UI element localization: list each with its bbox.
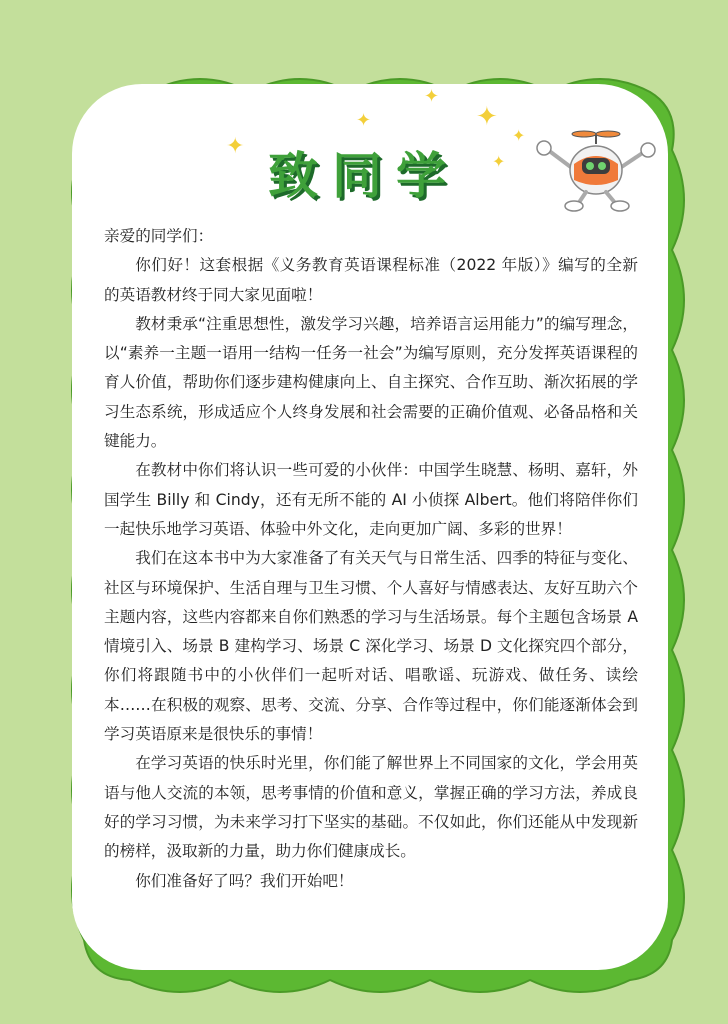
paragraph-philosophy: 教材秉承“注重思想性，激发学习兴趣，培养语言运用能力”的编写理念，以“素养一主题一语用一结构一任务一社会”为编写原则，充分发挥英语课程的育人价值，帮助你们逐步建构健康向上、自主探究、合作互助、渐次拓展的学习生态系统，形成适应个人终身发展和社会需要的正确价值观、必备品格和关键能力。 bbox=[104, 314, 638, 451]
sparkle-icon: ✦ bbox=[356, 110, 372, 131]
sparkle-icon: ✦ bbox=[476, 102, 498, 132]
letter-body bbox=[104, 222, 638, 896]
paragraph-themes: 我们在这本书中为大家准备了有关天气与日常生活、四季的特征与变化、社区与环境保护、生活自理与卫生习惯、个人喜好与情感表达、友好互助六个主题内容，这些内容都来自你们熟悉的学习与生活场景。每个主题包含场景 A 情境引入、场景 B 建构学习、场景 C 深化学习、场景 D 文化探究四个部分，你们将跟随书中的小伙伴们一起听对话、唱歌谣、玩游戏、做任务、读绘本……在积极的观察、思考、交流、分享、合作等过程中，你们能逐渐体会到学习英语原来是很快乐的事情！ bbox=[104, 549, 638, 744]
greeting: 亲爱的同学们： bbox=[104, 227, 214, 245]
page-title: 致同学 bbox=[268, 147, 460, 205]
paragraph-benefits: 在学习英语的快乐时光里，你们能了解世界上不同国家的文化，学会用英语与他人交流的本领，思考事情的价值和意义，掌握正确的学习方法，养成良好的学习习惯，为未来学习打下坚实的基础。不仅如此，你们还能从中发现新的榜样，汲取新的力量，助力你们健康成长。 bbox=[104, 754, 638, 861]
robot-mascot-icon bbox=[528, 128, 664, 212]
paragraph-characters: 在教材中你们将认识一些可爱的小伙伴：中国学生晓慧、杨明、嘉轩，外国学生 Billy 和 Cindy，还有无所不能的 AI 小侦探 Albert。他们将陪伴你们一起快乐地学习英语、体验中外文化，走向更加广阔、多彩的世界！ bbox=[104, 461, 638, 538]
sparkle-icon: ✦ bbox=[424, 86, 440, 107]
sparkle-icon: ✦ bbox=[492, 152, 506, 171]
sparkle-icon: ✦ bbox=[512, 126, 526, 145]
sparkle-icon: ✦ bbox=[226, 134, 245, 159]
paragraph-closing: 你们准备好了吗？我们开始吧！ bbox=[135, 871, 354, 890]
paragraph-greeting: 你们好！这套根据《义务教育英语课程标准（2022 年版）》编写的全新的英语教材终于同大家见面啦！ bbox=[104, 256, 638, 304]
